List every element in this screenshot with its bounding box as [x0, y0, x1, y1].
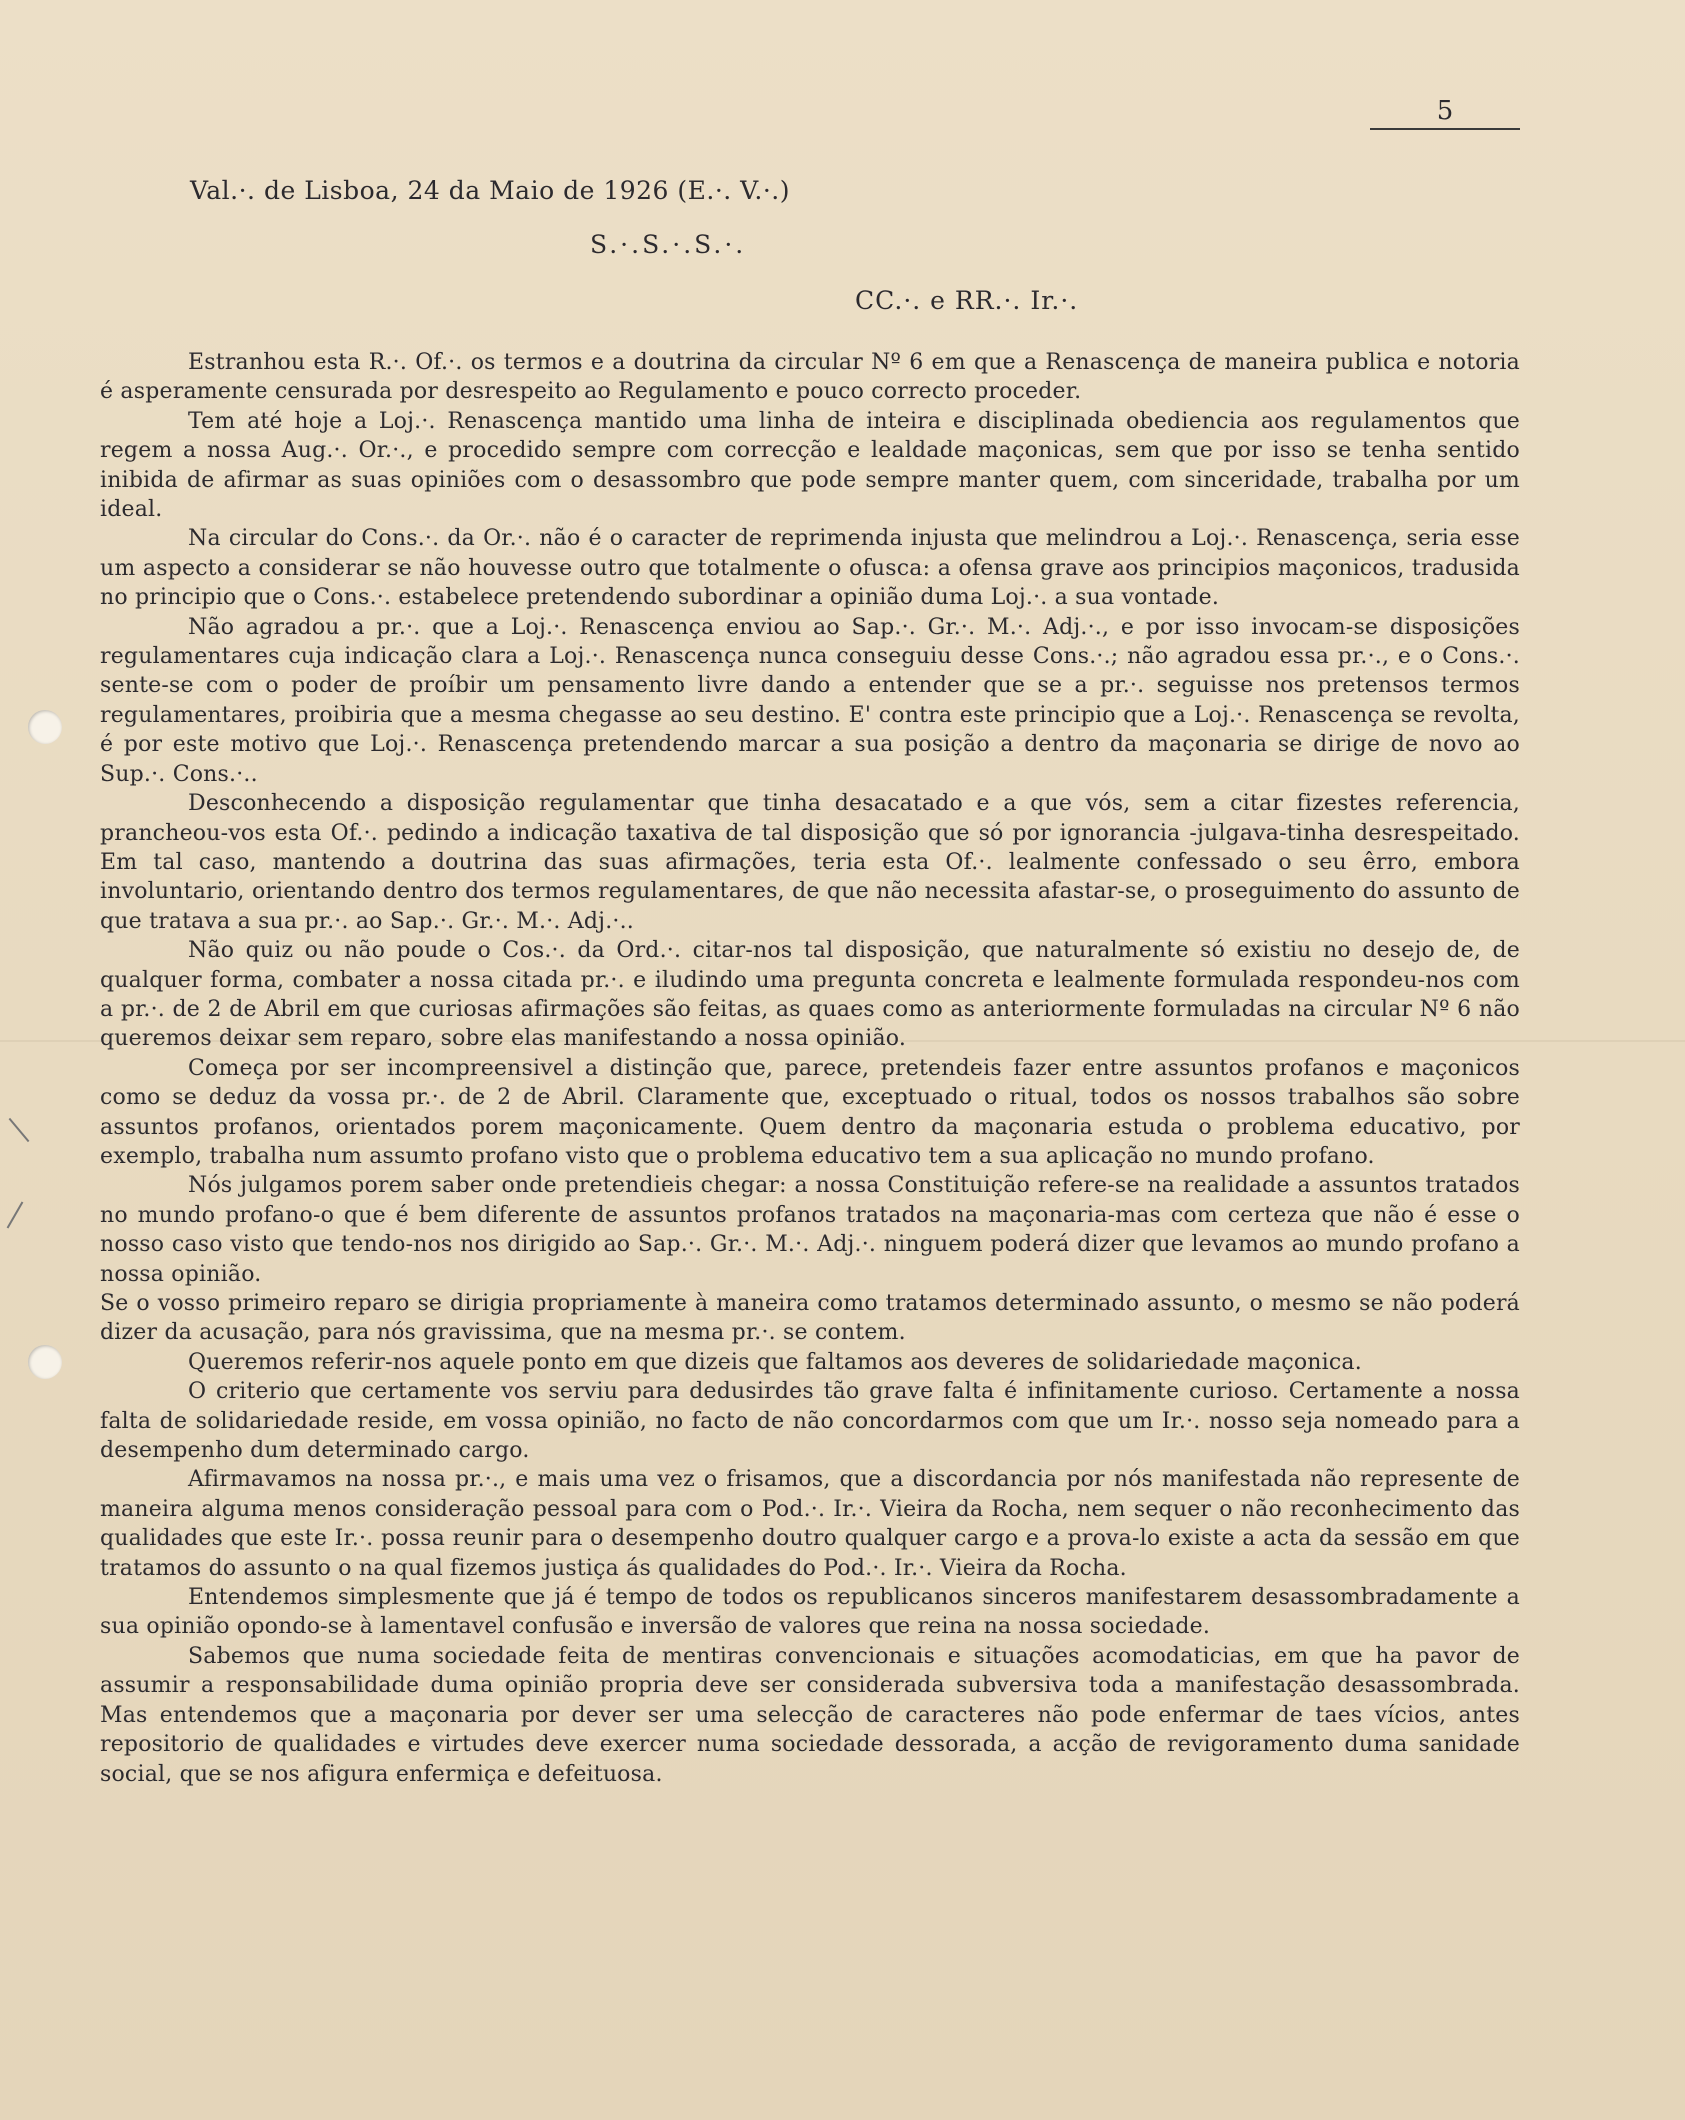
paragraph: O criterio que certamente vos serviu para dedusirdes tão grave falta é infinitamente curioso. Certamente a nossa falta de solidariedade reside, em vossa opinião, no facto de não concordarmos com que um Ir.·. nosso seja nomeado para a desempenho dum determinado cargo. — [100, 1379, 1520, 1464]
paragraph: Começa por ser incompreensivel a distinção que, parece, pretendeis fazer entre assuntos profanos e maçonicos como se deduz da vossa pr.·. de 2 de Abril. Claramente que, exceptuado o ritual, todos os nossos trabalhos são sobre assuntos profanos, orientados porem maçonicamente. Quem dentro da maçonaria estuda o problema educativo, por exemplo, trabalha num assumto profano visto que o problema educativo tem a sua aplicação no mundo profano. — [100, 1055, 1520, 1169]
margin-mark — [9, 1118, 30, 1142]
paragraph: Na circular do Cons.·. da Or.·. não é o caracter de reprimenda injusta que melindrou a Loj.·. Renascença, seria esse um aspecto a considerar se não houvesse outro que totalmente o ofusca: a ofensa grave aos principios maçonicos, tradusida no principio que o Cons.·. estabelece pretendendo subordinar a opinião duma Loj.·. a sua vontade. — [100, 526, 1520, 611]
paragraph: Nós julgamos porem saber onde pretendieis chegar: a nossa Constituição refere-se na realidade a assuntos tratados no mundo profano-o que é bem diferente de assuntos profanos tratados na maçonaria-mas com certeza que não é esse o nosso caso visto que tendo-nos nos dirigido ao Sap.·. Gr.·. M.·. Adj.·. ninguem poderá dizer que levamos ao mundo profano a nossa opinião. — [100, 1173, 1520, 1287]
salutation: S.·.S.·.S.·. — [590, 230, 747, 259]
letter-body — [100, 348, 1520, 1789]
paragraph: Afirmavamos na nossa pr.·., e mais uma vez o frisamos, que a discordancia por nós manifestada não represente de maneira alguma menos consideração pessoal para com o Pod.·. Ir.·. Vieira da Rocha, nem sequer o não reconhecimento das qualidades que este Ir.·. possa reunir para o desempenho doutro qualquer cargo e a prova-lo existe a acta da sessão em que tratamos do assunto o na qual fizemos justiça ás qualidades do Pod.·. Ir.·. Vieira da Rocha. — [100, 1467, 1520, 1581]
punch-hole — [28, 1345, 62, 1379]
paragraph: Queremos referir-nos aquele ponto em que dizeis que faltamos aos deveres de solidariedade maçonica. — [188, 1349, 1362, 1375]
page-number: 5 — [1370, 96, 1520, 130]
dateline: Val.·. de Lisboa, 24 da Maio de 1926 (E.·. V.·.) — [190, 176, 790, 205]
paragraph: Entendemos simplesmente que já é tempo de todos os republicanos sinceros manifestarem desassombradamente a sua opinião opondo-se à lamentavel confusão e inversão de valores que reina na nossa sociedade. — [100, 1585, 1520, 1640]
paragraph: Se o vosso primeiro reparo se dirigia propriamente à maneira como tratamos determinado assunto, o mesmo se não poderá dizer da acusação, para nós gravissima, que na mesma pr.·. se contem. — [100, 1291, 1520, 1346]
addressee: CC.·. e RR.·. Ir.·. — [855, 286, 1079, 315]
paragraph: Sabemos que numa sociedade feita de mentiras convencionais e situações acomodaticias, em que ha pavor de assumir a responsabilidade duma opinião propria deve ser considerada subversiva toda a manifestação desassombrada. Mas entendemos que a maçonaria por dever ser uma selecção de caracteres não pode enfermar de taes vícios, antes repositorio de qualidades e virtudes deve exercer numa sociedade dessorada, a acção de revigoramento duma sanidade social, que se nos afigura enfermiça e defeituosa. — [100, 1643, 1520, 1787]
margin-mark — [7, 1202, 24, 1229]
paragraph: Estranhou esta R.·. Of.·. os termos e a doutrina da circular Nº 6 em que a Renascença de maneira publica e notoria é asperamente censurada por desrespeito ao Regulamento e pouco correcto proceder. — [100, 350, 1520, 405]
paragraph: Desconhecendo a disposição regulamentar que tinha desacatado e a que vós, sem a citar fizestes referencia, prancheou-vos esta Of.·. pedindo a indicação taxativa de tal disposição que só por ignorancia -julgava-tinha desrespeitado. Em tal caso, mantendo a doutrina das suas afirmações, teria esta Of.·. lealmente confessado o seu êrro, embora involuntario, orientando dentro dos termos regulamentares, de que não necessita afastar-se, o proseguimento do assunto de que tratava a sua pr.·. ao Sap.·. Gr.·. M.·. Adj.·.. — [100, 791, 1520, 934]
paragraph: Tem até hoje a Loj.·. Renascença mantido uma linha de inteira e disciplinada obediencia aos regulamentos que regem a nossa Aug.·. Or.·., e procedido sempre com correcção e lealdade maçonicas, sem que por isso se tenha sentido inibida de afirmar as suas opiniões com o desassombro que pode sempre manter quem, com sinceridade, trabalha por um ideal. — [100, 408, 1520, 523]
punch-hole — [28, 710, 62, 744]
paragraph: Não agradou a pr.·. que a Loj.·. Renascença enviou ao Sap.·. Gr.·. M.·. Adj.·., e por isso invocam-se disposições regulamentares cuja indicação clara a Loj.·. Renascença nunca conseguiu desse Cons.·.; não agradou essa pr.·., e o Cons.·. sente-se com o poder de proíbir um pensamento livre dando a entender que se a pr.·. seguisse nos pretensos termos regulamentares, proibiria que a mesma chegasse ao seu destino. E' contra este principio que a Loj.·. Renascença se revolta, é por este motivo que Loj.·. Renascença pretendendo marcar a sua posição a dentro da maçonaria se dirige de novo ao Sup.·. Cons.·.. — [100, 614, 1520, 787]
paragraph: Não quiz ou não poude o Cos.·. da Ord.·. citar-nos tal disposição, que naturalmente só existiu no desejo de, de qualquer forma, combater a nossa citada pr.·. e iludindo uma pregunta concreta e lealmente formulada respondeu-nos com a pr.·. de 2 de Abril em que curiosas afirmações são feitas, as quaes como as anteriormente formuladas na circular Nº 6 não queremos deixar sem reparo, sobre elas manifestando a nossa opinião. — [100, 938, 1520, 1052]
